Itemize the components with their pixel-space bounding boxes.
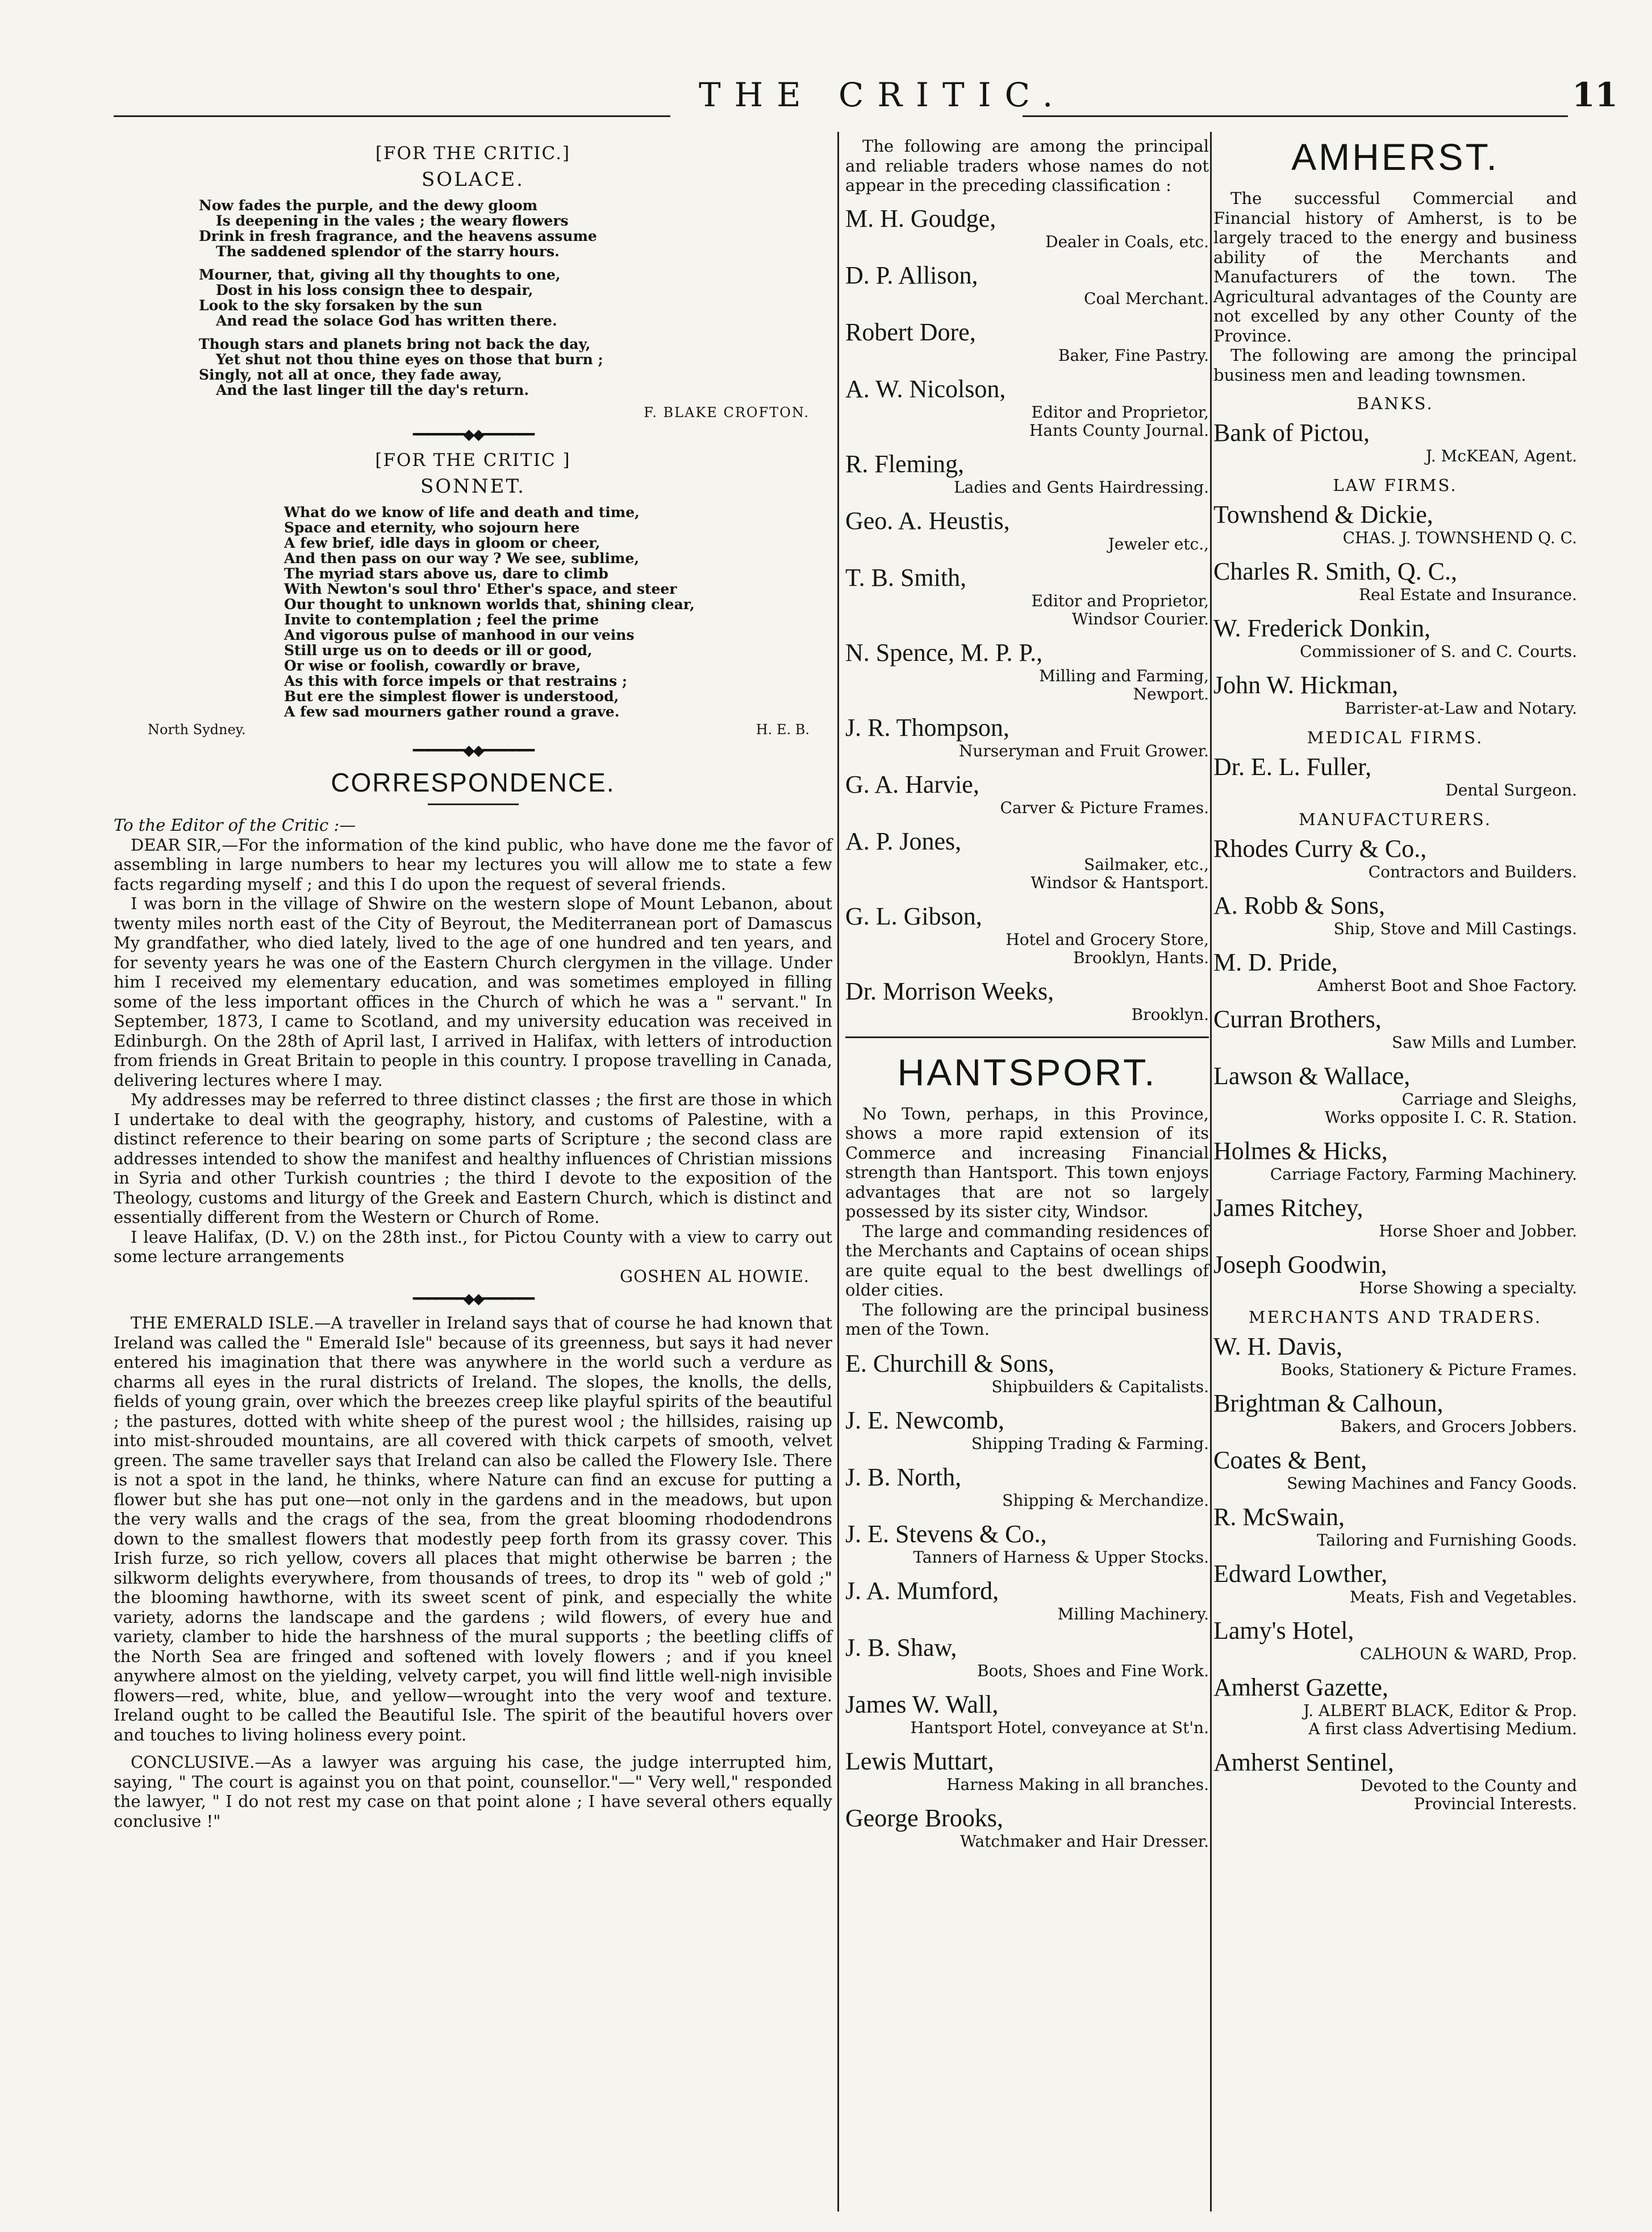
business-name: E. Churchill & Sons, xyxy=(845,1349,1054,1377)
business-desc: Books, Stationery & Picture Frames. xyxy=(1280,1360,1577,1379)
trader-name: A. P. Jones, xyxy=(845,827,962,855)
list-item xyxy=(1213,1446,1577,1493)
poem-line: What do we know of life and death and time, xyxy=(284,504,640,520)
list-item xyxy=(1213,948,1577,995)
sonnet-title: SONNET. xyxy=(420,475,525,498)
poem-line: And vigorous pulse of manhood in our veins xyxy=(284,627,635,643)
correspondence-signature: GOSHEN AL HOWIE. xyxy=(620,1266,810,1286)
solace-author: F. BLAKE CROFTON. xyxy=(644,405,810,420)
business-name: Edward Lowther, xyxy=(1213,1560,1388,1588)
list-item xyxy=(1213,1251,1577,1297)
poem-line: Is deepening in the vales ; the weary flowers xyxy=(216,213,569,229)
amherst-heading: AMHERST. xyxy=(1291,136,1499,178)
correspondence-paragraph: I leave Halifax, (D. V.) on the 28th inst., for Pictou County with a view to carry out some lecture arrangements xyxy=(114,1227,832,1266)
poem-line: The myriad stars above us, dare to climb xyxy=(284,565,608,582)
business-name: Townshend & Dickie, xyxy=(1213,501,1433,528)
trader-name: R. Fleming, xyxy=(845,449,965,478)
trader-name: Dr. Morrison Weeks, xyxy=(845,977,1054,1005)
business-desc: Hantsport Hotel, conveyance at St'n. xyxy=(910,1718,1209,1737)
hantsport-paragraph: The large and commanding residences of the Merchants and Captains of ocean ships are quite equal to the best dwellings of older cities. xyxy=(845,1221,1209,1300)
list-item xyxy=(845,714,1209,760)
list-item xyxy=(845,1406,1209,1453)
business-desc: Horse Shoer and Jobber. xyxy=(1379,1222,1577,1240)
business-name: Brightman & Calhoun, xyxy=(1213,1389,1444,1417)
correspondence-paragraph: My addresses may be referred to three distinct classes ; the first are those in which I undertake to deal with the geography, history, and customs of Palestine, with a distinct reference to their bearing on some parts of Scripture ; the second class are addresses intended to show the manifest and healthy influences of Christian missions in Syria and other Turkish countries ; the third I devote to the exposition of the Theology, customs and liturgy of the Greek and Eastern Church, which is distinct and essentially different from the Western or Church of Rome. xyxy=(114,1090,832,1227)
business-desc: Carriage and Sleighs, xyxy=(1401,1090,1577,1109)
list-item xyxy=(845,205,1209,251)
trader-desc: Milling and Farming, xyxy=(1039,666,1209,685)
trader-desc: Windsor & Hantsport. xyxy=(1031,873,1209,892)
list-item xyxy=(1213,501,1577,547)
list-item xyxy=(1213,1560,1577,1606)
business-desc: Sewing Machines and Fancy Goods. xyxy=(1287,1474,1577,1493)
business-desc: Milling Machinery. xyxy=(1057,1604,1209,1623)
business-desc: Real Estate and Insurance. xyxy=(1359,585,1577,604)
business-name: W. Frederick Donkin, xyxy=(1213,614,1431,642)
solace-title: SOLACE. xyxy=(422,168,524,191)
business-desc: Ship, Stove and Mill Castings. xyxy=(1333,919,1577,938)
trader-desc: Jeweler etc., xyxy=(1108,534,1209,553)
list-item xyxy=(1213,671,1577,718)
emerald-isle-article: THE EMERALD ISLE.—A traveller in Ireland says that of course he had known that Ireland was called the " Emerald Isle" because of its greenness, but says it had never entered his imagination that there was anywhere in the world such a verdure as charms all eyes in the rural districts of Ireland. The slopes, the knolls, the dells, fields of young grain, over which the breezes creep like playful spirits of the beautiful ; the pastures, dotted with white sheep of the purest wool ; the hillsides, raising up into mist-shrouded mountains, are all covered with thick carpets of smooth, velvet green. The same traveller says that Ireland can also be called the Flowery Isle. There is not a spot in the land, he thinks, where Nature can find an excuse for putting a flower but she has put one—not only in the gardens and in the meadows, but upon the very walls and the crags of the sea, from the great blooming rhododendrons down to the smallest flowers that modestly peep forth from its grassy cover. This Irish furze, so rich yellow, covers all places that might otherwise be barren ; the silkworm delights everywhere, from thousands of trees, to drop its " web of gold ;" the blooming hawthorne, with its sweet scent of pink, and especially the white variety, adorns the landscape and the gardens ; wild flowers, of every hue and variety, clamber to hide the harshness of the mural supports ; the beetling cliffs of the North Sea are fringed and softened with lovely flowers ; and if you kneel anywhere almost on the yielding, velvety carpet, you will find little well-nigh invisible flowers—red, white, blue, and yellow—wrought into the very woof and texture. Ireland ought to be called the Beautiful Isle. The spirit of the beautiful hovers over and touches to living holiness every point. xyxy=(114,1313,832,1744)
list-item xyxy=(1213,1503,1577,1550)
business-name: George Brooks, xyxy=(845,1804,1003,1832)
list-item xyxy=(1213,1617,1577,1663)
business-name: John W. Hickman, xyxy=(1213,671,1399,699)
ornament-divider: ━━━━━━━◆◆━━━━━━━ xyxy=(412,1290,533,1307)
business-name: Amherst Sentinel, xyxy=(1213,1748,1394,1776)
column-traders xyxy=(845,136,1209,1861)
business-desc: Bakers, and Grocers Jobbers. xyxy=(1340,1417,1577,1436)
trader-desc: Brooklyn. xyxy=(1131,1005,1209,1024)
trader-name: D. P. Allison, xyxy=(845,261,978,289)
ornament-divider: ━━━━━━━◆◆━━━━━━━ xyxy=(412,426,533,443)
list-item xyxy=(845,1634,1209,1680)
poem-line: Dost in his loss consign thee to despair, xyxy=(216,282,533,298)
list-item xyxy=(1213,1005,1577,1052)
trader-name: G. A. Harvie, xyxy=(845,770,979,798)
list-item xyxy=(845,261,1209,308)
list-item xyxy=(1213,1137,1577,1184)
poem-line: Yet shut not thou thine eyes on those that burn ; xyxy=(216,351,603,368)
business-desc: Provincial Interests. xyxy=(1414,1794,1577,1813)
business-desc: J. ALBERT BLACK, Editor & Prop. xyxy=(1303,1701,1577,1720)
poem-line: Drink in fresh fragrance, and the heavens assume xyxy=(199,228,597,244)
business-desc: Shipbuilders & Capitalists. xyxy=(991,1377,1209,1396)
hantsport-heading: HANTSPORT. xyxy=(897,1051,1157,1093)
list-item xyxy=(845,450,1209,497)
section-rule xyxy=(845,1036,1209,1038)
trader-desc: Sailmaker, etc., xyxy=(1084,855,1209,874)
business-name: Coates & Bent, xyxy=(1213,1446,1367,1474)
trader-desc: Dealer in Coals, etc. xyxy=(1045,232,1209,251)
trader-desc: Brooklyn, Hants. xyxy=(1073,948,1209,967)
category-label: MERCHANTS AND TRADERS. xyxy=(1248,1307,1542,1327)
business-desc: Saw Mills and Lumber. xyxy=(1392,1033,1577,1052)
business-desc: Carriage Factory, Farming Machinery. xyxy=(1270,1165,1577,1184)
masthead-rule-right xyxy=(1023,115,1568,117)
list-item xyxy=(1213,614,1577,661)
poem-line: Space and eternity, who sojourn here xyxy=(284,519,580,536)
business-name: Joseph Goodwin, xyxy=(1213,1251,1387,1279)
business-name: M. D. Pride, xyxy=(1213,948,1338,976)
sonnet-author: H. E. B. xyxy=(756,722,810,738)
list-item xyxy=(845,375,1209,440)
correspondence-salutation: To the Editor of the Critic :— xyxy=(114,815,356,835)
business-name: Holmes & Hicks, xyxy=(1213,1137,1388,1165)
list-item xyxy=(1213,835,1577,881)
page-number: 11 xyxy=(1572,76,1618,114)
sonnet-place: North Sydney. xyxy=(148,722,246,738)
trader-desc: Newport. xyxy=(1133,684,1209,703)
trader-desc: Baker, Fine Pastry. xyxy=(1058,345,1209,365)
business-name: James Ritchey, xyxy=(1213,1194,1363,1222)
business-desc: Tanners of Harness & Upper Stocks. xyxy=(913,1547,1209,1567)
list-item xyxy=(845,827,1209,892)
amherst-paragraph: The successful Commercial and Financial history of Amherst, is to be largely traced to the energy and business ability of the Merchants and Manufacturers of the town. The Agricultural advantages of the County are not excelled by any other County of the Province. xyxy=(1213,189,1577,345)
poem-line: A few brief, idle days in gloom or cheer, xyxy=(284,535,600,551)
business-name: W. H. Davis, xyxy=(1213,1332,1342,1360)
business-desc: J. McKEAN, Agent. xyxy=(1425,447,1577,465)
list-item xyxy=(1213,1389,1577,1436)
list-item xyxy=(845,977,1209,1024)
list-item xyxy=(845,1463,1209,1510)
business-name: Rhodes Curry & Co., xyxy=(1213,835,1427,863)
masthead xyxy=(0,76,1652,127)
newspaper-title: THE CRITIC. xyxy=(699,76,1067,114)
list-item xyxy=(845,902,1209,967)
heading-underline xyxy=(428,803,519,805)
sonnet-poem xyxy=(284,505,832,719)
poem-line: A few sad mourners gather round a grave. xyxy=(284,703,620,720)
business-desc: A first class Advertising Medium. xyxy=(1308,1719,1577,1738)
business-desc: CHAS. J. TOWNSHEND Q. C. xyxy=(1342,528,1577,547)
poem-line: Singly, not all at once, they fade away, xyxy=(199,367,502,383)
poem-line: And read the solace God has written there. xyxy=(216,313,557,329)
category-label: MEDICAL FIRMS. xyxy=(1307,728,1484,747)
poem-line: The saddened splendor of the starry hours. xyxy=(216,243,560,260)
poem-line: As this with force impels or that restrains ; xyxy=(284,673,628,689)
hantsport-paragraph: The following are the principal business men of the Town. xyxy=(845,1300,1209,1339)
trader-desc: Nurseryman and Fruit Grower. xyxy=(958,741,1209,760)
list-item xyxy=(1213,1673,1577,1738)
business-desc: Barrister-at-Law and Notary. xyxy=(1345,699,1577,718)
trader-name: N. Spence, M. P. P., xyxy=(845,638,1043,667)
business-desc: Works opposite I. C. R. Station. xyxy=(1324,1108,1577,1127)
business-name: Lewis Muttart, xyxy=(845,1747,994,1775)
business-name: Bank of Pictou, xyxy=(1213,419,1370,447)
poem-line: With Newton's soul thro' Ether's space, and steer xyxy=(284,581,677,597)
trader-name: T. B. Smith, xyxy=(845,563,967,592)
category-label: LAW FIRMS. xyxy=(1333,476,1458,495)
list-item xyxy=(845,639,1209,703)
column-literary xyxy=(114,136,832,1831)
category-label: BANKS. xyxy=(1357,394,1434,413)
sonnet-footer xyxy=(114,722,832,738)
trader-desc: Editor and Proprietor, xyxy=(1031,591,1209,610)
business-desc: Meats, Fish and Vegetables. xyxy=(1350,1588,1577,1606)
list-item xyxy=(845,507,1209,553)
solace-bracket: [FOR THE CRITIC.] xyxy=(375,143,571,164)
list-item xyxy=(1213,1062,1577,1127)
list-item xyxy=(845,1804,1209,1851)
business-name: J. B. North, xyxy=(845,1463,962,1491)
business-name: R. McSwain, xyxy=(1213,1503,1345,1531)
trader-desc: Carver & Picture Frames. xyxy=(1000,798,1209,817)
trader-name: Robert Dore, xyxy=(845,318,976,346)
solace-poem xyxy=(199,198,832,398)
business-desc: Commissioner of S. and C. Courts. xyxy=(1300,642,1577,661)
amherst-paragraph: The following are among the principal business men and leading townsmen. xyxy=(1213,345,1577,385)
trader-name: G. L. Gibson, xyxy=(845,902,982,930)
poem-line: Our thought to unknown worlds that, shining clear, xyxy=(284,596,695,613)
trader-desc: Ladies and Gents Hairdressing. xyxy=(954,477,1209,497)
business-desc: Shipping & Merchandize. xyxy=(1002,1490,1209,1510)
business-name: J. B. Shaw, xyxy=(845,1633,957,1661)
poem-line: But ere the simplest flower is understood, xyxy=(284,688,619,705)
conclusive-article: CONCLUSIVE.—As a lawyer was arguing his case, the judge interrupted him, saying, " The court is against you on that point, counsellor."—" Very well," responded the lawyer, " I do not rest my case on that point alone ; I have several others equally conclusive !" xyxy=(114,1752,832,1831)
list-item xyxy=(845,1747,1209,1794)
trader-name: A. W. Nicolson, xyxy=(845,374,1006,403)
sonnet-bracket: [FOR THE CRITIC ] xyxy=(375,450,571,470)
business-desc: Shipping Trading & Farming. xyxy=(971,1434,1209,1453)
category-label: MANUFACTURERS. xyxy=(1299,810,1492,829)
list-item xyxy=(845,564,1209,628)
business-name: Dr. E. L. Fuller, xyxy=(1213,753,1372,781)
traders-intro: The following are among the principal and reliable traders whose names do not appear in the preceding classification : xyxy=(845,136,1209,195)
poem-line: Now fades the purple, and the dewy gloom xyxy=(199,197,538,214)
business-desc: Boots, Shoes and Fine Work. xyxy=(977,1661,1209,1680)
list-item xyxy=(845,1520,1209,1567)
business-desc: Harness Making in all branches. xyxy=(946,1775,1209,1794)
trader-name: J. R. Thompson, xyxy=(845,713,1009,742)
business-name: Lawson & Wallace, xyxy=(1213,1062,1411,1090)
business-name: J. E. Newcomb, xyxy=(845,1406,1004,1434)
correspondence-paragraph: DEAR SIR,—For the information of the kind public, who have done me the favor of assembling in large numbers to hear my lectures you will allow me to state a few facts regarding myself ; and this I do upon the request of several friends. xyxy=(114,835,832,894)
list-item xyxy=(845,1350,1209,1396)
poem-line: And the last linger till the day's return. xyxy=(216,382,529,398)
business-desc: Devoted to the County and xyxy=(1360,1776,1577,1795)
poem-line: Look to the sky forsaken by the sun xyxy=(199,297,483,314)
trader-desc: Hotel and Grocery Store, xyxy=(1006,930,1209,949)
ornament-divider: ━━━━━━━◆◆━━━━━━━ xyxy=(412,742,533,759)
traders-list xyxy=(845,205,1209,1024)
list-item xyxy=(1213,1332,1577,1379)
business-desc: Horse Showing a specialty. xyxy=(1359,1279,1577,1297)
poem-line: Though stars and planets bring not back the day, xyxy=(199,336,591,352)
business-desc: Amherst Boot and Shoe Factory. xyxy=(1317,976,1577,995)
poem-line: Mourner, that, giving all thy thoughts to one, xyxy=(199,266,561,283)
list-item xyxy=(845,1577,1209,1623)
poem-line: And then pass on our way ? We see, sublime, xyxy=(284,550,640,567)
column-amherst xyxy=(1213,136,1577,1823)
business-name: Lamy's Hotel, xyxy=(1213,1617,1354,1644)
business-name: Charles R. Smith, Q. C., xyxy=(1213,557,1458,585)
business-name: A. Robb & Sons, xyxy=(1213,892,1385,919)
column-divider-1 xyxy=(837,132,839,2212)
list-item xyxy=(845,318,1209,365)
trader-desc: Editor and Proprietor, xyxy=(1031,402,1209,422)
masthead-rule-left xyxy=(114,115,670,117)
correspondence-paragraph: I was born in the village of Shwire on the western slope of Mount Lebanon, about twenty miles north east of the City of Beyrout, the Mediterranean port of Damascus My grandfather, who died lately, lived to the age of one hundred and ten years, and for seventy years he was one of the Eastern Church clergymen in the village. Under him I received my elementary education, and was sometimes employed in filling some of the less important offices in the Church of which he was a " servant." In September, 1873, I came to Scotland, and my university education was received in Edinburgh. On the 28th of April last, I arrived in Halifax, with letters of introduction from friends in Great Britain to people in this country. I propose travelling in Canada, delivering lectures where I may. xyxy=(114,894,832,1090)
trader-name: M. H. Goudge, xyxy=(845,204,996,232)
poem-line: Or wise or foolish, cowardly or brave, xyxy=(284,657,581,674)
business-name: J. E. Stevens & Co., xyxy=(845,1519,1047,1548)
list-item xyxy=(1213,1194,1577,1240)
list-item xyxy=(1213,557,1577,604)
business-desc: Tailoring and Furnishing Goods. xyxy=(1316,1531,1577,1550)
correspondence-heading: CORRESPONDENCE. xyxy=(331,768,615,797)
trader-desc: Hants County Journal. xyxy=(1029,420,1209,440)
trader-desc: Windsor Courier. xyxy=(1071,609,1209,628)
list-item xyxy=(1213,892,1577,938)
business-name: Curran Brothers, xyxy=(1213,1005,1382,1033)
list-item xyxy=(1213,1748,1577,1813)
list-item xyxy=(1213,419,1577,465)
business-desc: Dental Surgeon. xyxy=(1445,781,1577,799)
list-item xyxy=(1213,753,1577,799)
poem-line: Invite to contemplation ; feel the prime xyxy=(284,611,599,628)
business-desc: Watchmaker and Hair Dresser. xyxy=(960,1831,1209,1851)
poem-line: Still urge us on to deeds or ill or good, xyxy=(284,642,593,659)
business-name: J. A. Mumford, xyxy=(845,1576,999,1605)
hantsport-list xyxy=(845,1350,1209,1851)
hantsport-paragraph: No Town, perhaps, in this Province, shows a more rapid extension of its Commerce and increasing Financial strength than Hantsport. This town enjoys advantages that are not so largely possessed by its sister city, Windsor. xyxy=(845,1103,1209,1221)
list-item xyxy=(845,771,1209,817)
trader-desc: Coal Merchant. xyxy=(1083,289,1209,308)
business-desc: CALHOUN & WARD, Prop. xyxy=(1359,1644,1577,1663)
business-name: Amherst Gazette, xyxy=(1213,1673,1388,1701)
trader-name: Geo. A. Heustis, xyxy=(845,506,1010,535)
business-desc: Contractors and Builders. xyxy=(1368,863,1577,881)
list-item xyxy=(845,1690,1209,1737)
column-divider-2 xyxy=(1210,132,1212,2212)
business-name: James W. Wall, xyxy=(845,1690,999,1718)
